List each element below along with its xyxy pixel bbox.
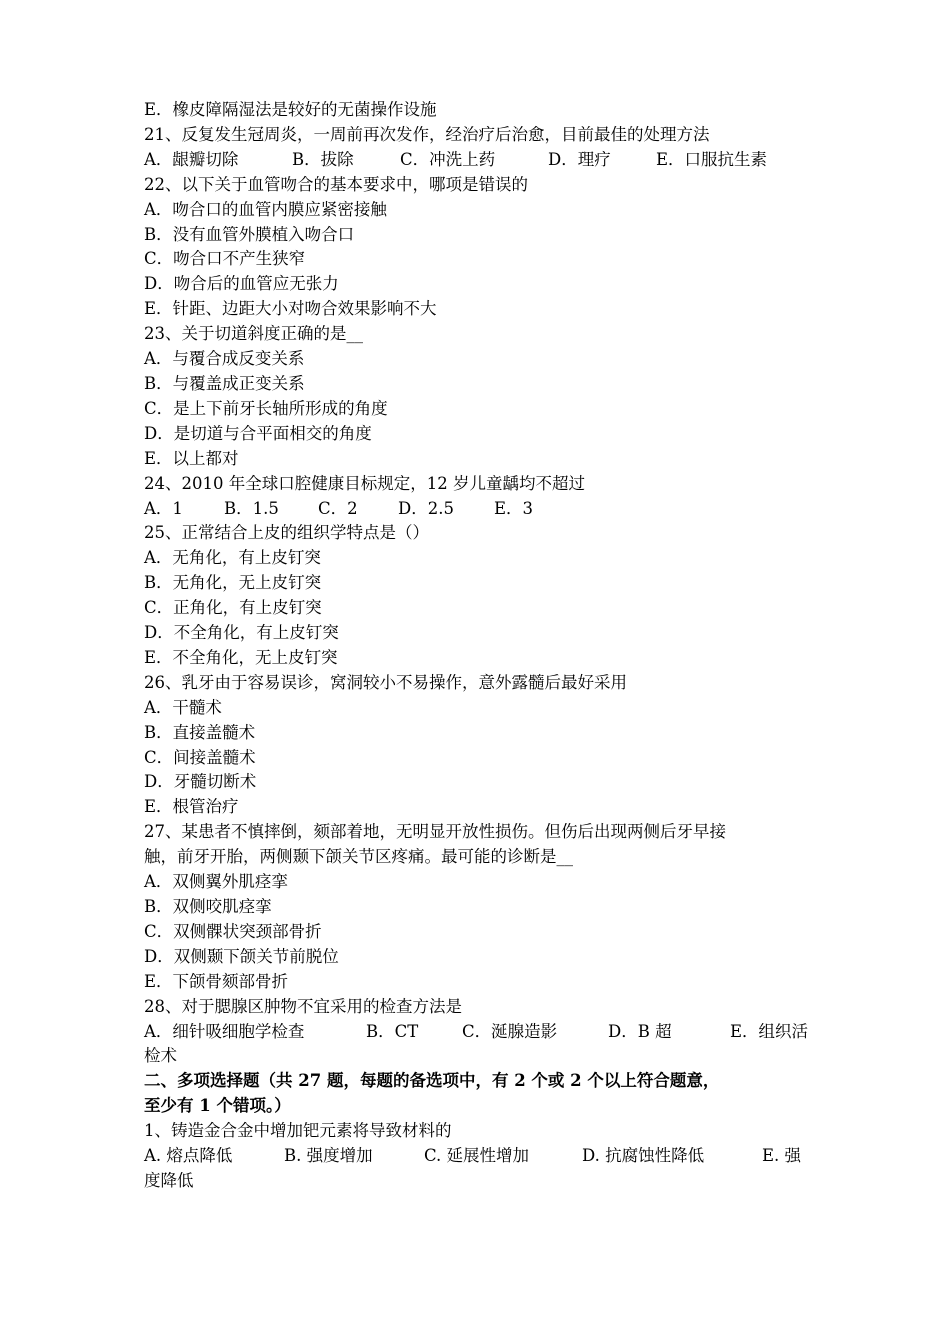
- q25-option-a: A．无角化，有上皮钉突: [144, 548, 321, 568]
- q26-option-b: B．直接盖髓术: [144, 722, 256, 742]
- q25-option-c: C．正角化，有上皮钉突: [144, 598, 322, 618]
- q28-option-c: C．涎腺造影: [462, 1021, 558, 1041]
- question-28: 28、对于腮腺区肿物不宜采用的检查方法是: [144, 996, 462, 1016]
- q22-option-a: A．吻合口的血管内膜应紧密接触: [144, 199, 387, 219]
- multi-question-1: 1、铸造金合金中增加钯元素将导致材料的: [144, 1121, 452, 1141]
- m1-option-b: B. 强度增加: [284, 1146, 373, 1166]
- q27-option-e: E．下颌骨颏部骨折: [144, 971, 289, 991]
- q24-option-a: A．1: [144, 498, 183, 518]
- q28-option-d: D．B 超: [608, 1021, 672, 1041]
- q27-option-b: B．双侧咬肌痉挛: [144, 897, 272, 916]
- q21-option-e: E．口服抗生素: [656, 149, 768, 169]
- q23-option-d: D．是切道与合平面相交的角度: [144, 423, 372, 443]
- q27-option-c: C．双侧髁状突颈部骨折: [144, 921, 322, 941]
- q27-option-d: D．双侧颞下颌关节前脱位: [144, 946, 339, 966]
- q28-option-b: B．CT: [366, 1021, 419, 1041]
- q22-option-b: B．没有血管外膜植入吻合口: [144, 224, 355, 244]
- question-26: 26、乳牙由于容易误诊，窝洞较小不易操作，意外露髓后最好采用: [144, 672, 627, 692]
- q24-option-d: D．2.5: [398, 498, 454, 518]
- question-24: 24、2010 年全球口腔健康目标规定，12 岁儿童龋均不超过: [144, 473, 585, 493]
- q21-option-c: C．冲洗上药: [400, 149, 496, 169]
- q28-option-e-cont: 检术: [144, 1046, 177, 1066]
- q23-option-e: E．以上都对: [144, 448, 239, 468]
- question-27-cont: 触，前牙开胎，两侧颞下颌关节区疼痛。最可能的诊断是__: [144, 847, 573, 867]
- q25-option-e: E．不全角化，无上皮钉突: [144, 647, 338, 667]
- section-heading: 二、多项选择题（共 27 题，每题的备选项中，有 2 个或 2 个以上符合题意，: [144, 1071, 720, 1091]
- q23-option-b: B．与覆盖成正变关系: [144, 373, 305, 393]
- q21-option-d: D．理疗: [548, 149, 611, 169]
- question-27: 27、某患者不慎摔倒，颏部着地，无明显开放性损伤。但伤后出现两侧后牙早接: [144, 822, 726, 842]
- m1-option-c: C. 延展性增加: [424, 1146, 530, 1166]
- q22-option-e: E．针距、边距大小对吻合效果影响不大: [144, 299, 437, 319]
- q23-option-a: A．与覆合成反变关系: [144, 349, 305, 369]
- q26-option-a: A．干髓术: [144, 697, 222, 717]
- q22-option-c: C．吻合口不产生狭窄: [144, 249, 306, 269]
- section-heading-cont: 至少有 1 个错项。）: [144, 1096, 291, 1116]
- q26-option-c: C．间接盖髓术: [144, 747, 256, 767]
- question-22: 22、以下关于血管吻合的基本要求中，哪项是错误的: [144, 174, 528, 194]
- q21-option-b: B．拔除: [292, 149, 354, 169]
- q26-option-e: E．根管治疗: [144, 797, 239, 817]
- question-25: 25、正常结合上皮的组织学特点是（）: [144, 523, 429, 543]
- q25-option-b: B．无角化，无上皮钉突: [144, 573, 322, 593]
- q24-options: [144, 497, 824, 522]
- q28-option-a: A．细针吸细胞学检查: [144, 1021, 305, 1041]
- q24-option-b: B．1.5: [224, 498, 279, 518]
- q28-options: [144, 1020, 824, 1045]
- question-23: 23、关于切道斜度正确的是__: [144, 324, 363, 344]
- q26-option-d: D．牙髓切断术: [144, 772, 257, 792]
- m1-option-e: E. 强: [762, 1146, 802, 1166]
- q21-option-a: A．龈瓣切除: [144, 149, 239, 169]
- q25-option-d: D．不全角化，有上皮钉突: [144, 623, 339, 643]
- q24-option-c: C．2: [318, 498, 358, 518]
- q24-option-e: E．3: [494, 498, 534, 518]
- m1-option-d: D. 抗腐蚀性降低: [582, 1146, 705, 1166]
- question-21: 21、反复发生冠周炎，一周前再次发作，经治疗后治愈，目前最佳的处理方法: [144, 124, 710, 144]
- m1-option-e-cont: 度降低: [144, 1170, 194, 1190]
- option-line: E．橡皮障隔湿法是较好的无菌操作设施: [144, 100, 437, 119]
- q22-option-d: D．吻合后的血管应无张力: [144, 274, 339, 294]
- q23-option-c: C．是上下前牙长轴所形成的角度: [144, 398, 388, 418]
- q27-option-a: A．双侧翼外肌痉挛: [144, 872, 288, 892]
- q21-options: [144, 148, 824, 173]
- document-page: [144, 98, 824, 1194]
- m1-option-a: A. 熔点降低: [144, 1146, 233, 1166]
- m1-options: [144, 1144, 824, 1169]
- q28-option-e: E．组织活: [730, 1021, 809, 1041]
